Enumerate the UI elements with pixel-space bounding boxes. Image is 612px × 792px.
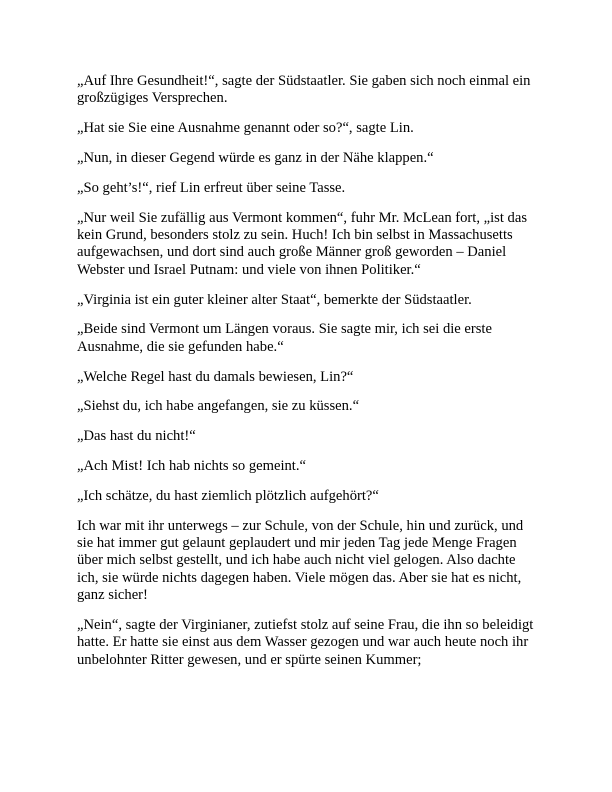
document-page bbox=[77, 73, 535, 682]
paragraph-3: „Nun, in dieser Gegend würde es ganz in der Nähe klappen.“ bbox=[77, 150, 434, 166]
paragraph-5: „Nur weil Sie zufällig aus Vermont kommen“, fuhr Mr. McLean fort, „ist das kein Grund, besonders stolz zu sein. Huch! Ich bin selbst in Massachusetts aufgewachsen, und dort sind auch große Männer groß geworden – Daniel Webster und Israel Putnam: und viele von ihnen Politiker.“ bbox=[77, 209, 527, 278]
paragraph-12: „Ich schätze, du hast ziemlich plötzlich aufgehört?“ bbox=[77, 487, 379, 504]
paragraph-14: „Nein“, sagte der Virginianer, zutiefst stolz auf seine Frau, die ihn so beleidigt hatte. Er hatte sie einst aus dem Wasser gezogen und war auch heute noch ihr unbelohnter Ritter gewesen, und er spürte seinen Kummer; bbox=[77, 617, 534, 668]
paragraph-1: „Auf Ihre Gesundheit!“, sagte der Südstaatler. Sie gaben sich noch einmal ein großzügiges Versprechen. bbox=[77, 73, 531, 107]
paragraph-8: „Welche Regel hast du damals bewiesen, Lin?“ bbox=[77, 368, 354, 385]
paragraph-10: „Das hast du nicht!“ bbox=[77, 428, 196, 445]
paragraph-2: „Hat sie Sie eine Ausnahme genannt oder so?“, sagte Lin. bbox=[77, 120, 414, 137]
paragraph-13: Ich war mit ihr unterwegs – zur Schule, von der Schule, hin und zurück, und sie hat immer gut gelaunt geplaudert und mir jeden Tag jede Menge Fragen über mich selbst gestellt, und ich habe auch nicht viel gelogen. Also dachte ich, sie würde nichts dagegen haben. Viele mögen das. Aber sie hat es nicht, ganz sicher! bbox=[77, 517, 524, 604]
paragraph-9: „Siehst du, ich habe angefangen, sie zu küssen.“ bbox=[77, 398, 360, 415]
paragraph-6: „Virginia ist ein guter kleiner alter Staat“, bemerkte der Südstaatler. bbox=[77, 291, 472, 308]
paragraph-11: „Ach Mist! Ich hab nichts so gemeint.“ bbox=[77, 458, 306, 474]
paragraph-4: „So geht’s!“, rief Lin erfreut über seine Tasse. bbox=[77, 179, 346, 196]
paragraph-7: „Beide sind Vermont um Längen voraus. Sie sagte mir, ich sei die erste Ausnahme, die sie gefunden habe.“ bbox=[77, 321, 492, 355]
